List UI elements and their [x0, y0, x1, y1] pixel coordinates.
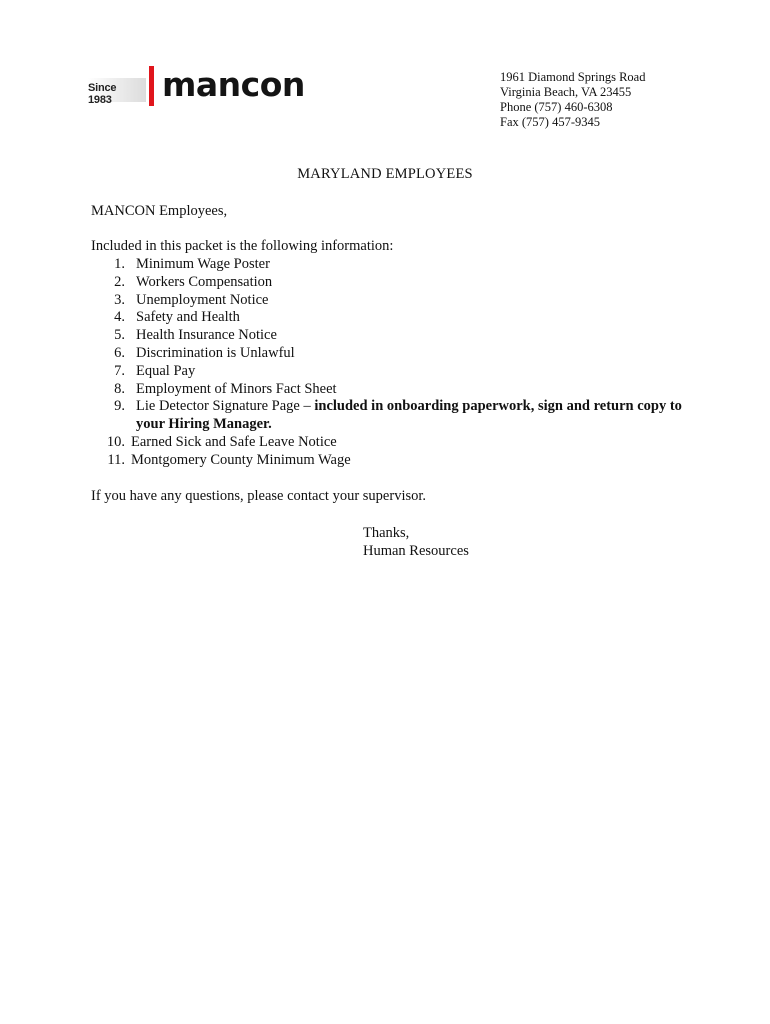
- intro-line: Included in this packet is the following information:: [91, 238, 394, 254]
- list-item-number: 6.: [114, 344, 125, 361]
- list-item-number: 8.: [114, 380, 125, 397]
- document-title: MARYLAND EMPLOYEES: [297, 166, 473, 182]
- list-item-text: Safety and Health: [136, 309, 240, 326]
- list-item-text: Unemployment Notice: [136, 291, 269, 308]
- address-fax: Fax (757) 457-9345: [500, 115, 600, 129]
- list-item: [91, 256, 691, 274]
- list-item-number: 1.: [114, 256, 125, 272]
- salutation: MANCON Employees,: [91, 203, 228, 219]
- logo-wordmark: mancon: [162, 65, 305, 104]
- logo-since-text: Since 1983: [88, 82, 117, 106]
- list-item-number: 7.: [114, 362, 125, 379]
- list-item-number: 10.: [106, 433, 125, 450]
- closing: Thanks,: [363, 525, 410, 541]
- list-item-text: Workers Compensation: [136, 273, 273, 290]
- list-item-plain-text: Lie Detector Signature Page –: [136, 398, 315, 415]
- list-item-text: Health Insurance Notice: [136, 327, 277, 344]
- list-item-text: Employment of Minors Fact Sheet: [136, 380, 337, 397]
- list-item: [91, 345, 691, 363]
- list-item-text: Montgomery County Minimum Wage: [131, 451, 351, 468]
- list-item: [91, 363, 691, 381]
- list-item-text: Earned Sick and Safe Leave Notice: [131, 433, 337, 450]
- list-item: [91, 398, 691, 434]
- list-item: [91, 434, 691, 452]
- packet-contents-list: [91, 256, 691, 470]
- list-item-text: Discrimination is Unlawful: [136, 344, 295, 361]
- list-item: [91, 327, 691, 345]
- logo-since-badge: [88, 78, 146, 106]
- address-city: Virginia Beach, VA 23455: [500, 85, 632, 99]
- list-item-text: Minimum Wage Poster: [136, 256, 270, 272]
- list-item: [91, 381, 691, 399]
- list-item: [91, 309, 691, 327]
- questions-line: If you have any questions, please contact your supervisor.: [91, 488, 427, 504]
- list-item: [91, 274, 691, 292]
- list-item-number: 9.: [114, 398, 125, 415]
- list-item-text: Equal Pay: [136, 362, 196, 379]
- list-item-number: 2.: [114, 273, 125, 290]
- address-street: 1961 Diamond Springs Road: [500, 70, 646, 84]
- list-item-text: [136, 398, 691, 434]
- address-phone: Phone (757) 460-6308: [500, 100, 613, 114]
- list-item-number: 5.: [114, 327, 125, 344]
- list-item: [91, 292, 691, 310]
- list-item-bold-text: included in onboarding paperwork, sign and return copy to your Hiring Manager.: [136, 398, 682, 433]
- logo-red-bar: [149, 66, 154, 106]
- list-item-number: 11.: [107, 451, 125, 468]
- list-item-number: 3.: [114, 291, 125, 308]
- signature: Human Resources: [363, 543, 469, 559]
- company-address: [500, 70, 645, 130]
- list-item: [91, 452, 691, 470]
- company-logo: [88, 66, 340, 106]
- signoff-block: [363, 524, 469, 560]
- list-item-number: 4.: [114, 309, 125, 326]
